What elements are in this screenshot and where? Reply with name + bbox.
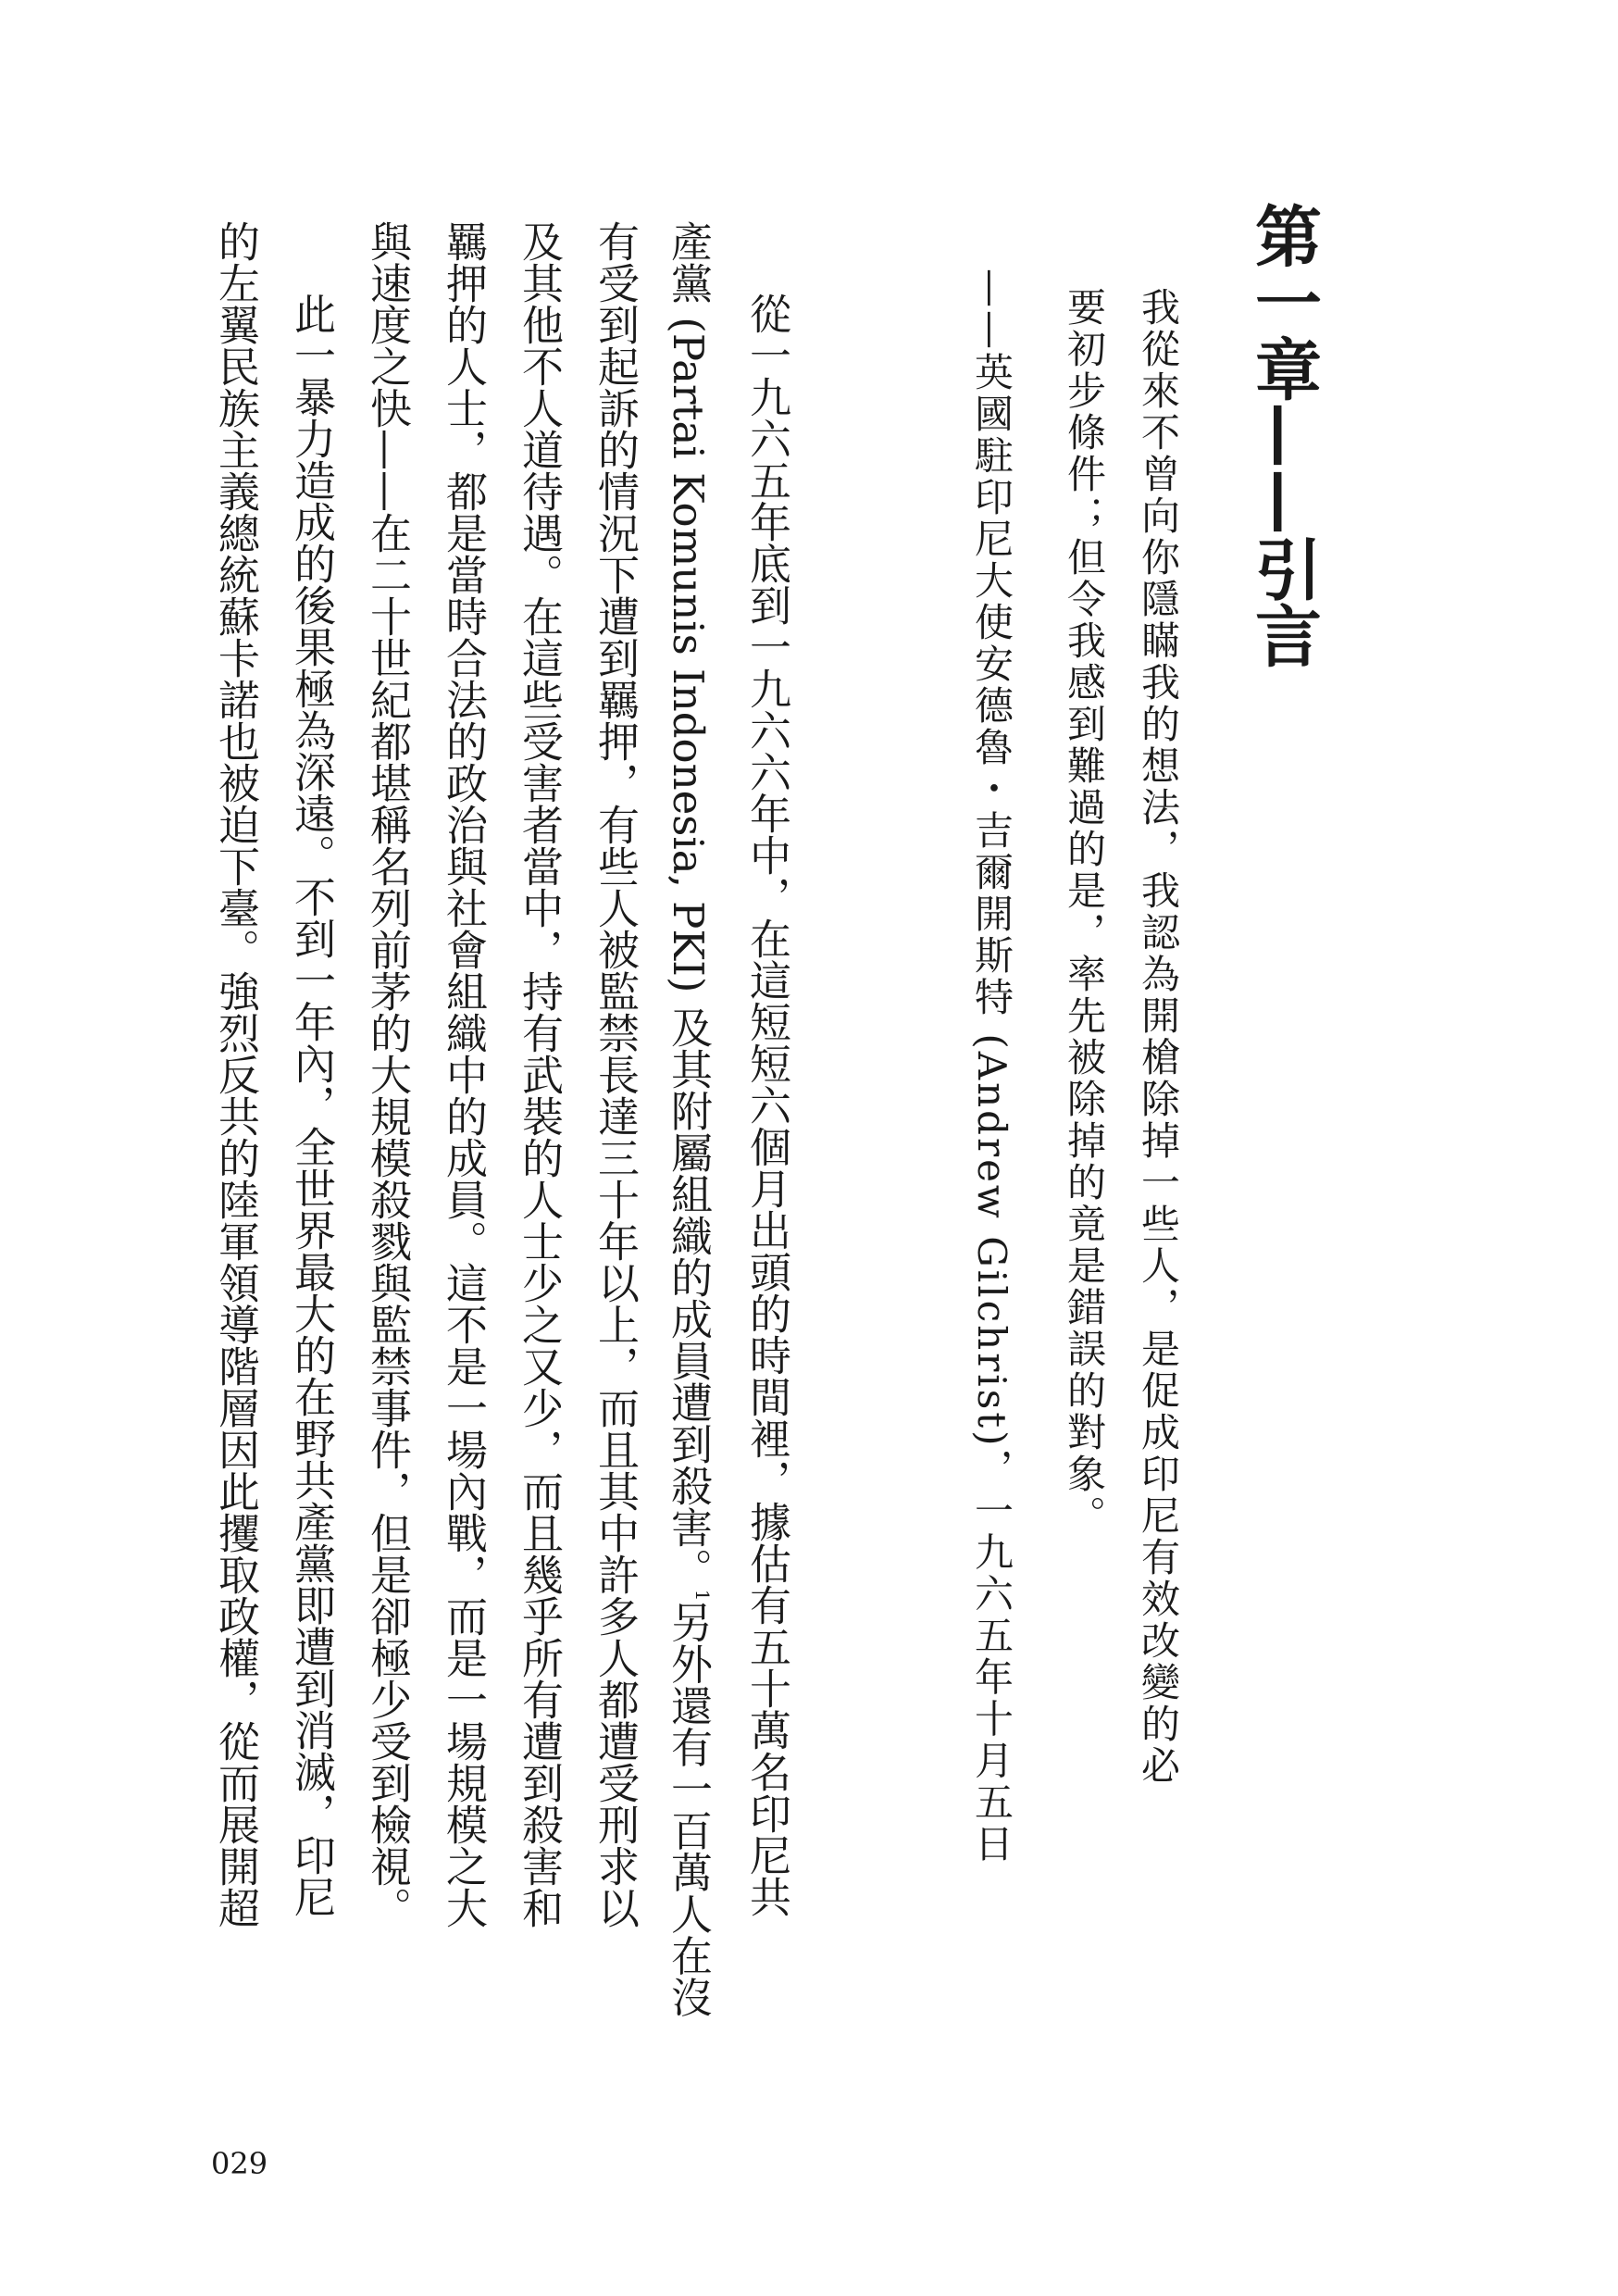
chapter-title: 第一章——引言 — [1244, 202, 1323, 668]
footnote-marker[interactable]: 1 — [691, 1589, 714, 1602]
epigraph-line: 我從來不曾向你隱瞞我的想法，我認為開槍除掉一些人，是促成印尼有效改變的必 — [1136, 287, 1181, 1787]
body-column: 有受到起訴的情況下遭到羈押，有些人被監禁長達三十年以上，而且其中許多人都遭受刑求以 — [591, 220, 640, 1928]
epigraph-line: 要初步條件；但令我感到難過的是，率先被除掉的竟是錯誤的對象。 — [1062, 287, 1107, 1537]
body-column: 及其他不人道待遇。在這些受害者當中，持有武裝的人士少之又少，而且幾乎所有遭到殺害和 — [515, 220, 564, 1928]
body-text: 另外還有一百萬人在沒 — [664, 1601, 713, 2018]
body-column: 羈押的人士，都是當時合法的政治與社會組織中的成員。這不是一場內戰，而是一場規模之大 — [439, 220, 488, 1928]
body-column: 的左翼民族主義總統蘇卡諾也被迫下臺。強烈反共的陸軍領導階層因此攫取政權，從而展開超 — [211, 220, 260, 1928]
page-number: 029 — [211, 2146, 268, 2181]
epigraph-attribution: ——英國駐印尼大使安德魯・吉爾開斯特 (Andrew Gilchrist)，一九六五年十月五日 — [969, 268, 1014, 1866]
body-column: 此一暴力造成的後果極為深遠。不到一年內，全世界最大的在野共產黨即遭到消滅，印尼 — [287, 293, 336, 1917]
body-column: 與速度之快——在二十世紀都堪稱名列前茅的大規模殺戮與監禁事件，但是卻極少受到檢視。 — [363, 220, 412, 1928]
body-text: 產黨 (Partai Komunis Indonesia, PKI) 及其附屬組織的成員遭到殺害。 — [664, 220, 713, 1590]
body-column — [664, 220, 714, 2018]
body-column: 從一九六五年底到一九六六年中，在這短短六個月出頭的時間裡，據估有五十萬名印尼共 — [742, 293, 791, 1917]
